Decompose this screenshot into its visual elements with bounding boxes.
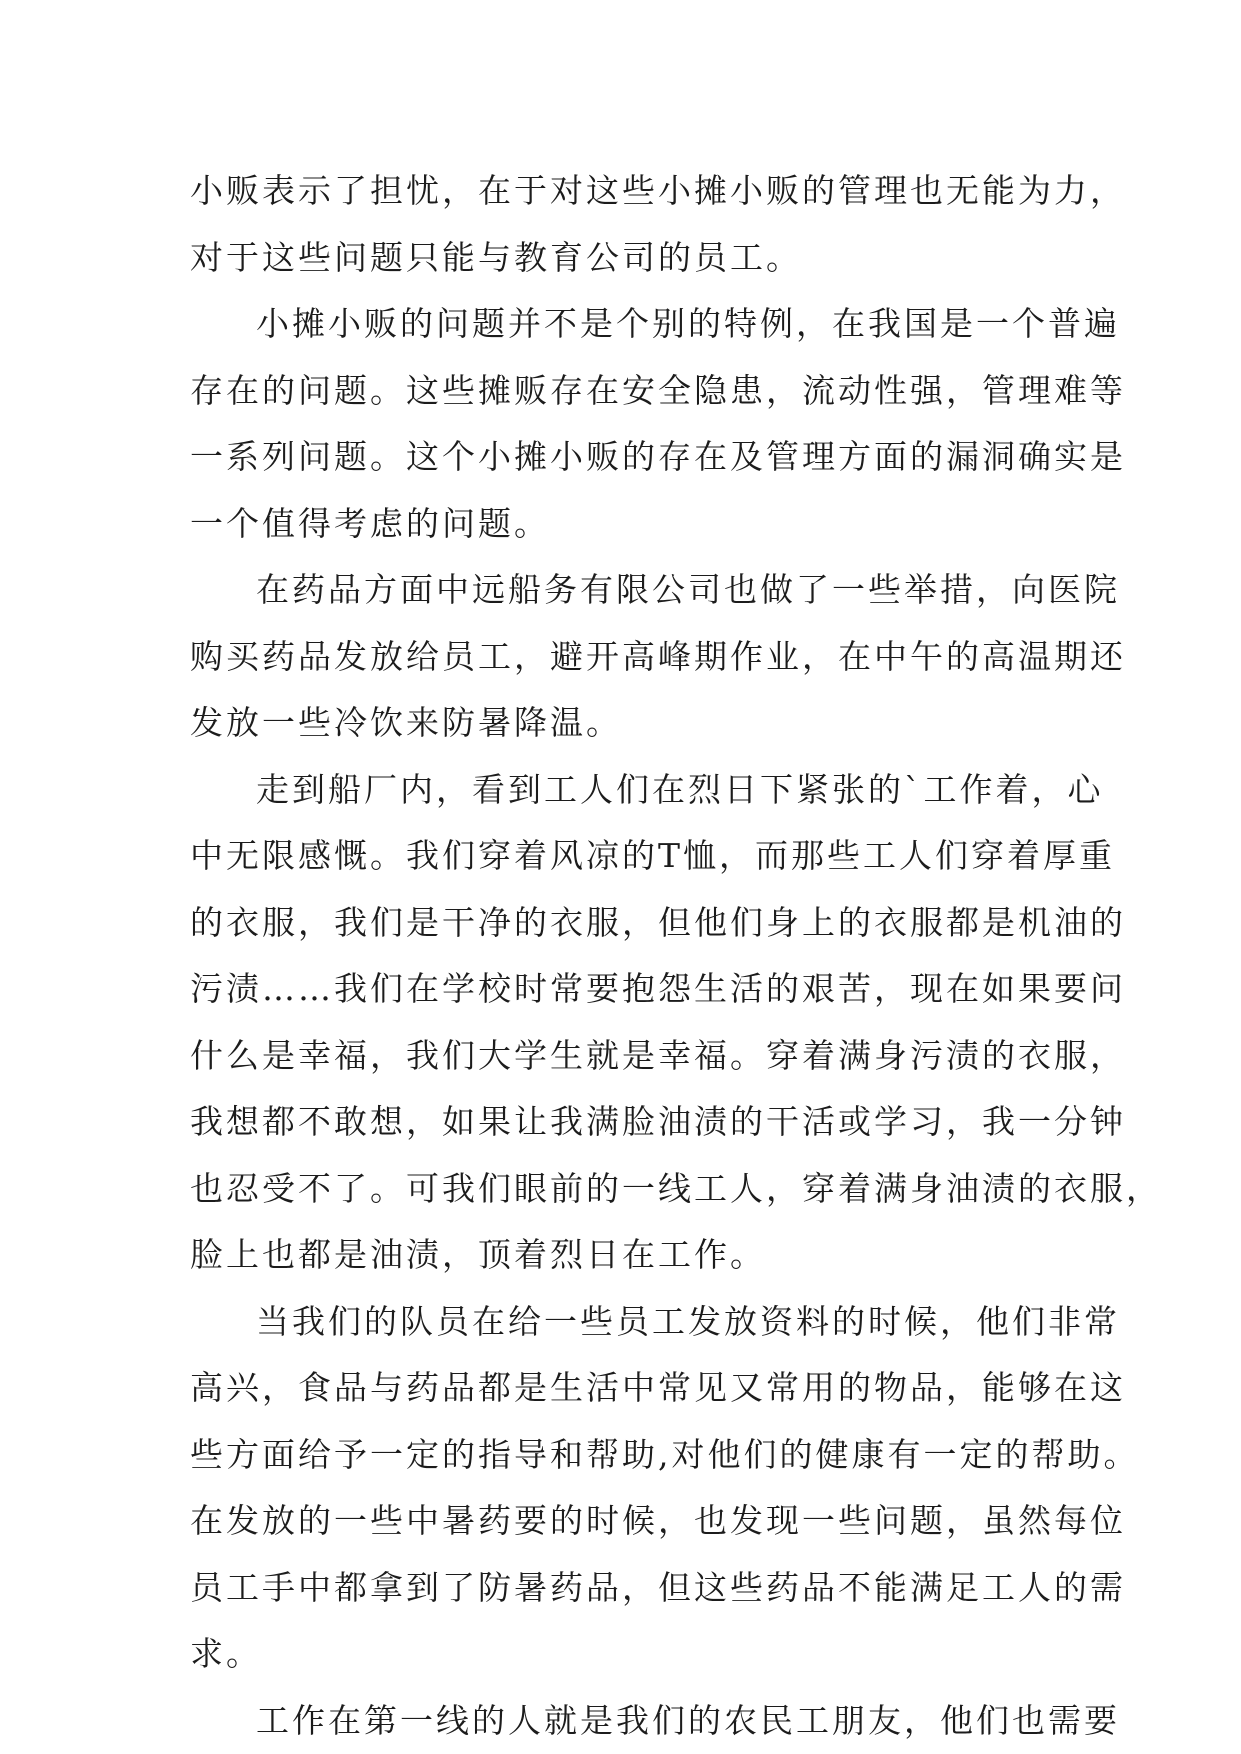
text-line: 一个值得考虑的问题。 [190,503,550,543]
text-line: 污渍……我们在学校时常要抱怨生活的艰苦，现在如果要问 [190,969,1126,1008]
text-line: 中无限感慨。我们穿着风凉的T恤，而那些工人们穿着厚重 [190,836,1116,875]
text-line: 一系列问题。这个小摊小贩的存在及管理方面的漏洞确实是 [190,437,1126,476]
paragraph-start-line: 走到船厂内，看到工人们在烈日下紧张的`工作着，心 [256,769,1104,809]
text-line: 对于这些问题只能与教育公司的员工。 [190,237,802,277]
text-line: 什么是幸福，我们大学生就是幸福。穿着满身污渍的衣服， [190,1035,1126,1075]
text-line: 购买药品发放给员工，避开高峰期作业，在中午的高温期还 [190,636,1126,676]
text-line: 求。 [190,1634,262,1673]
text-line: 小贩表示了担忧，在于对这些小摊小贩的管理也无能为力， [190,171,1126,210]
text-line: 高兴，食品与药品都是生活中常见又常用的物品，能够在这 [190,1368,1126,1407]
text-line: 些方面给予一定的指导和帮助,对他们的健康有一定的帮助。 [190,1434,1140,1474]
text-line: 我想都不敢想，如果让我满脸油渍的干活或学习，我一分钟 [190,1102,1126,1141]
paragraph-start-line: 工作在第一线的人就是我们的农民工朋友，他们也需要 [256,1700,1120,1740]
paragraph-start-line: 当我们的队员在给一些员工发放资料的时候，他们非常 [256,1301,1120,1341]
text-line: 的衣服，我们是干净的衣服，但他们身上的衣服都是机油的 [190,902,1126,942]
text-line: 存在的问题。这些摊贩存在安全隐患，流动性强，管理难等 [190,370,1126,410]
text-line: 在发放的一些中暑药要的时候，也发现一些问题，虽然每位 [190,1501,1126,1540]
body-text [190,158,1162,1754]
text-line: 也忍受不了。可我们眼前的一线工人，穿着满身油渍的衣服， [190,1168,1162,1208]
paragraph-start-line: 小摊小贩的问题并不是个别的特例，在我国是一个普遍 [256,304,1120,343]
text-line: 发放一些冷饮来防暑降温。 [190,703,622,742]
text-line: 脸上也都是油渍，顶着烈日在工作。 [190,1235,766,1274]
paragraph-start-line: 在药品方面中远船务有限公司也做了一些举措，向医院 [256,570,1120,609]
text-line: 员工手中都拿到了防暑药品，但这些药品不能满足工人的需 [190,1567,1126,1607]
